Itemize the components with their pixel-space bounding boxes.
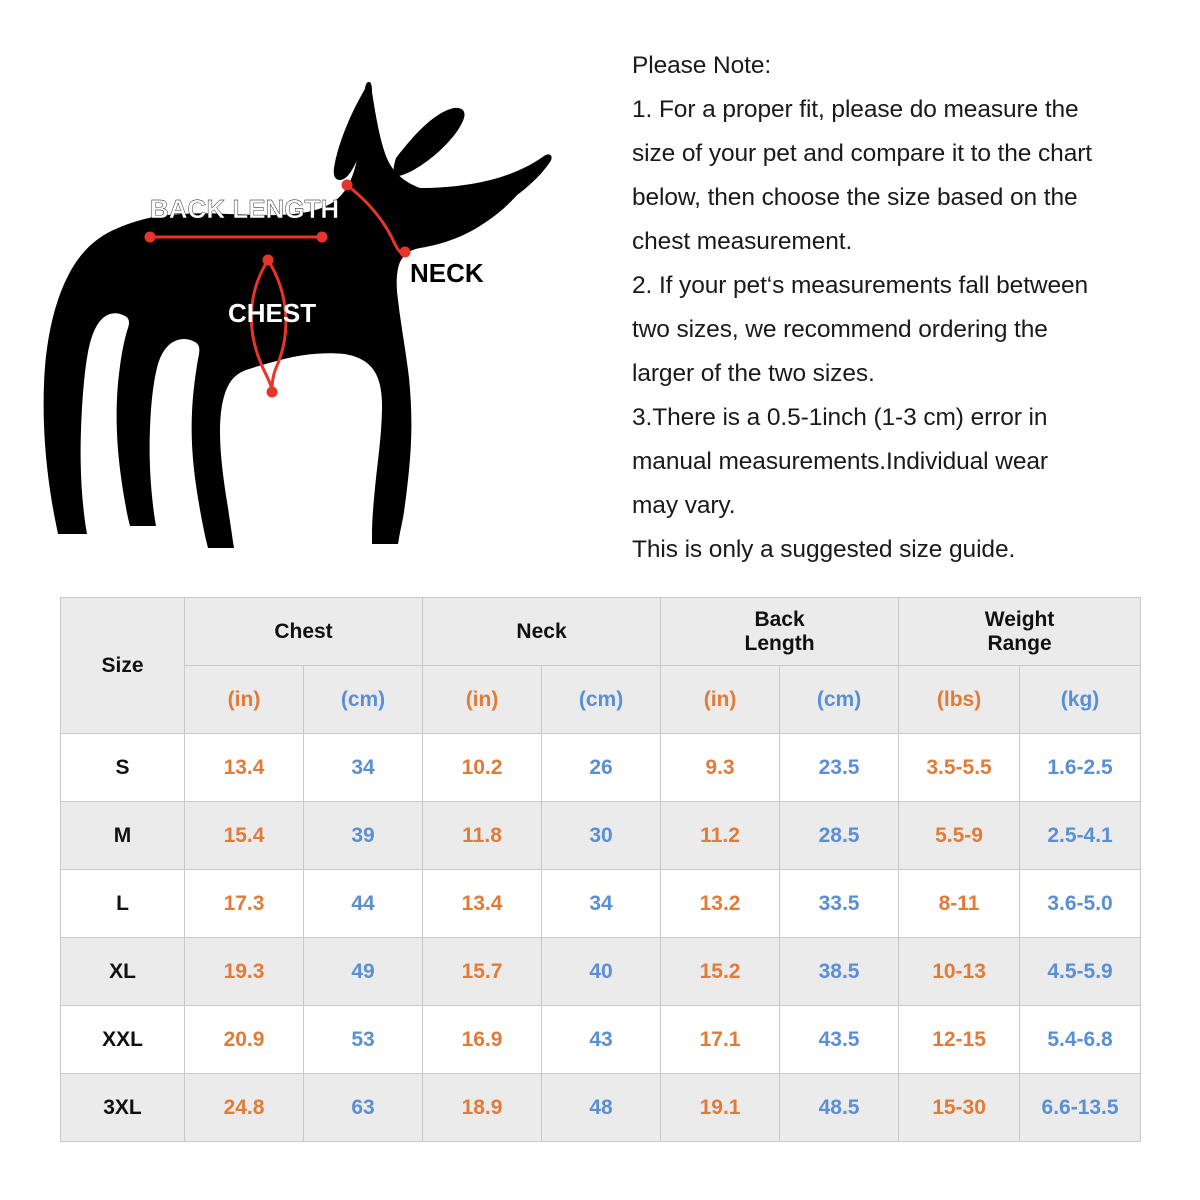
cell-back-in: 9.3 [661, 734, 780, 802]
cell-neck-in: 15.7 [423, 938, 542, 1006]
cell-back-cm: 23.5 [780, 734, 899, 802]
note-line: 3.There is a 0.5-1inch (1-3 cm) error in [632, 404, 1048, 431]
unit-back-in: (in) [661, 666, 780, 734]
neck-end-dot [400, 247, 411, 258]
table-row [61, 938, 1141, 1006]
table-row [61, 1074, 1141, 1142]
cell-back-in: 15.2 [661, 938, 780, 1006]
cell-back-cm: 38.5 [780, 938, 899, 1006]
table-group-header-row [61, 598, 1141, 666]
back-length-label: BACK LENGTH [150, 194, 340, 224]
please-note-block [632, 44, 1184, 572]
cell-back-in: 11.2 [661, 802, 780, 870]
cell-chest-cm: 34 [304, 734, 423, 802]
cell-weight-lbs: 5.5-9 [899, 802, 1020, 870]
cell-neck-in: 11.8 [423, 802, 542, 870]
chest-top-dot [263, 255, 274, 266]
cell-back-in: 19.1 [661, 1074, 780, 1142]
cell-neck-cm: 43 [542, 1006, 661, 1074]
cell-back-cm: 43.5 [780, 1006, 899, 1074]
cell-weight-kg: 1.6-2.5 [1020, 734, 1141, 802]
chest-bottom-dot [267, 387, 278, 398]
back-length-start-dot [145, 232, 156, 243]
note-line: two sizes, we recommend ordering the [632, 316, 1048, 343]
neck-label: NECK [410, 258, 484, 288]
note-line: may vary. [632, 492, 736, 519]
unit-chest-in: (in) [185, 666, 304, 734]
unit-chest-cm: (cm) [304, 666, 423, 734]
note-line: 2. If your pet‘s measurements fall between [632, 272, 1089, 299]
cell-size: 3XL [61, 1074, 185, 1142]
cell-neck-in: 18.9 [423, 1074, 542, 1142]
note-line: manual measurements.Individual wear [632, 448, 1048, 475]
note-line: chest measurement. [632, 228, 853, 255]
unit-back-cm: (cm) [780, 666, 899, 734]
cell-neck-cm: 40 [542, 938, 661, 1006]
cell-back-in: 13.2 [661, 870, 780, 938]
measurement-diagram [0, 0, 600, 592]
cell-chest-in: 19.3 [185, 938, 304, 1006]
note-line: This is only a suggested size guide. [632, 536, 1016, 563]
cell-weight-lbs: 3.5-5.5 [899, 734, 1020, 802]
size-chart-table [60, 597, 1141, 1142]
table-row [61, 1006, 1141, 1074]
cell-neck-in: 13.4 [423, 870, 542, 938]
header-weight-range [899, 598, 1141, 666]
cell-chest-in: 15.4 [185, 802, 304, 870]
cell-size: M [61, 802, 185, 870]
cell-neck-cm: 48 [542, 1074, 661, 1142]
cell-size: XL [61, 938, 185, 1006]
cell-back-cm: 33.5 [780, 870, 899, 938]
cell-weight-kg: 6.6-13.5 [1020, 1074, 1141, 1142]
cell-weight-lbs: 10-13 [899, 938, 1020, 1006]
cell-chest-cm: 53 [304, 1006, 423, 1074]
table-row [61, 802, 1141, 870]
top-section [0, 0, 1200, 592]
cell-weight-lbs: 15-30 [899, 1074, 1020, 1142]
back-length-end-dot [317, 232, 328, 243]
cell-chest-in: 24.8 [185, 1074, 304, 1142]
cell-weight-kg: 2.5-4.1 [1020, 802, 1141, 870]
note-line: below, then choose the size based on the [632, 184, 1078, 211]
table-row [61, 734, 1141, 802]
header-neck: Neck [423, 598, 661, 666]
cell-size: L [61, 870, 185, 938]
neck-start-dot [342, 180, 353, 191]
cell-weight-kg: 5.4-6.8 [1020, 1006, 1141, 1074]
cell-chest-in: 13.4 [185, 734, 304, 802]
cell-chest-in: 17.3 [185, 870, 304, 938]
cell-size: XXL [61, 1006, 185, 1074]
header-back-length [661, 598, 899, 666]
unit-weight-lbs: (lbs) [899, 666, 1020, 734]
unit-neck-in: (in) [423, 666, 542, 734]
note-heading: Please Note: [632, 52, 772, 79]
note-line: size of your pet and compare it to the chart [632, 140, 1092, 167]
table-unit-header-row [61, 666, 1141, 734]
cell-neck-in: 10.2 [423, 734, 542, 802]
cell-neck-cm: 34 [542, 870, 661, 938]
unit-neck-cm: (cm) [542, 666, 661, 734]
header-weight-line1: Weight [984, 607, 1055, 631]
header-weight-line2: Range [987, 631, 1052, 655]
cell-neck-cm: 30 [542, 802, 661, 870]
cell-chest-cm: 44 [304, 870, 423, 938]
note-line: larger of the two sizes. [632, 360, 875, 387]
note-line: 1. For a proper fit, please do measure the [632, 96, 1079, 123]
cell-back-in: 17.1 [661, 1006, 780, 1074]
cell-back-cm: 48.5 [780, 1074, 899, 1142]
unit-weight-kg: (kg) [1020, 666, 1141, 734]
chest-label: CHEST [228, 298, 317, 328]
header-back-length-line2: Length [744, 631, 815, 655]
cell-back-cm: 28.5 [780, 802, 899, 870]
cell-chest-cm: 63 [304, 1074, 423, 1142]
header-back-length-line1: Back [754, 607, 805, 631]
header-chest: Chest [185, 598, 423, 666]
header-size: Size [61, 598, 185, 734]
cell-chest-cm: 49 [304, 938, 423, 1006]
cell-weight-kg: 4.5-5.9 [1020, 938, 1141, 1006]
cell-neck-in: 16.9 [423, 1006, 542, 1074]
cell-weight-kg: 3.6-5.0 [1020, 870, 1141, 938]
cell-neck-cm: 26 [542, 734, 661, 802]
table-row [61, 870, 1141, 938]
cell-weight-lbs: 8-11 [899, 870, 1020, 938]
cell-chest-cm: 39 [304, 802, 423, 870]
size-table-wrapper [60, 597, 1140, 1142]
cell-chest-in: 20.9 [185, 1006, 304, 1074]
cell-size: S [61, 734, 185, 802]
cell-weight-lbs: 12-15 [899, 1006, 1020, 1074]
